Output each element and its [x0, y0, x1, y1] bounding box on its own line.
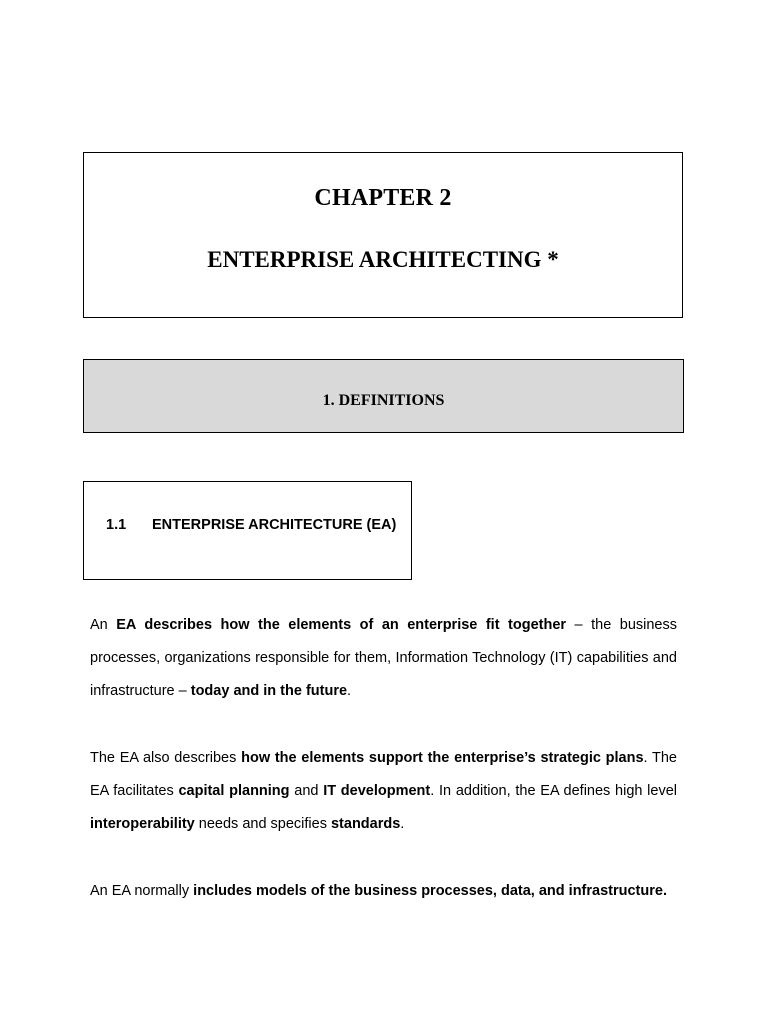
- subsection-title: ENTERPRISE ARCHITECTURE (EA): [152, 517, 397, 533]
- text-segment: needs and specifies: [194, 816, 331, 832]
- bold-text-segment: EA describes how the elements of an enterprise fit together: [116, 617, 567, 633]
- chapter-number: CHAPTER 2: [314, 185, 452, 211]
- text-segment: An EA normally: [90, 883, 194, 899]
- text-segment: and: [289, 783, 324, 799]
- section-heading: 1. DEFINITIONS: [322, 392, 445, 409]
- paragraph-ea-description: [90, 609, 677, 708]
- bold-text-segment: interoperability: [90, 816, 195, 832]
- text-segment: The EA also describes: [90, 750, 242, 766]
- bold-text-segment: includes models of the business processes, data, and infrastructure.: [193, 883, 667, 899]
- text-segment: .: [347, 683, 352, 699]
- bold-text-segment: today and in the future: [190, 683, 348, 699]
- text-segment: An: [90, 617, 117, 633]
- bold-text-segment: how the elements support the enterprise’s strategic plans: [241, 750, 644, 766]
- chapter-title: ENTERPRISE ARCHITECTING *: [207, 247, 559, 272]
- subsection-number: 1.1: [106, 517, 127, 533]
- text-segment: . In addition, the EA defines high level: [430, 783, 677, 799]
- paragraph-ea-models: [90, 875, 677, 908]
- chapter-header-box: [83, 152, 683, 318]
- paragraph-ea-strategic-plans: [90, 742, 677, 841]
- bold-text-segment: IT development: [323, 783, 431, 799]
- text-segment: – the business processes, organizations responsible for them, Information Technology (IT) capabilities and infrastructure –: [90, 617, 677, 699]
- text-segment: . The EA facilitates: [90, 750, 677, 799]
- text-segment: .: [400, 816, 405, 832]
- section-heading-box: [83, 359, 684, 433]
- bold-text-segment: standards: [330, 816, 401, 832]
- subsection-heading-box: [83, 481, 412, 580]
- bold-text-segment: capital planning: [178, 783, 290, 799]
